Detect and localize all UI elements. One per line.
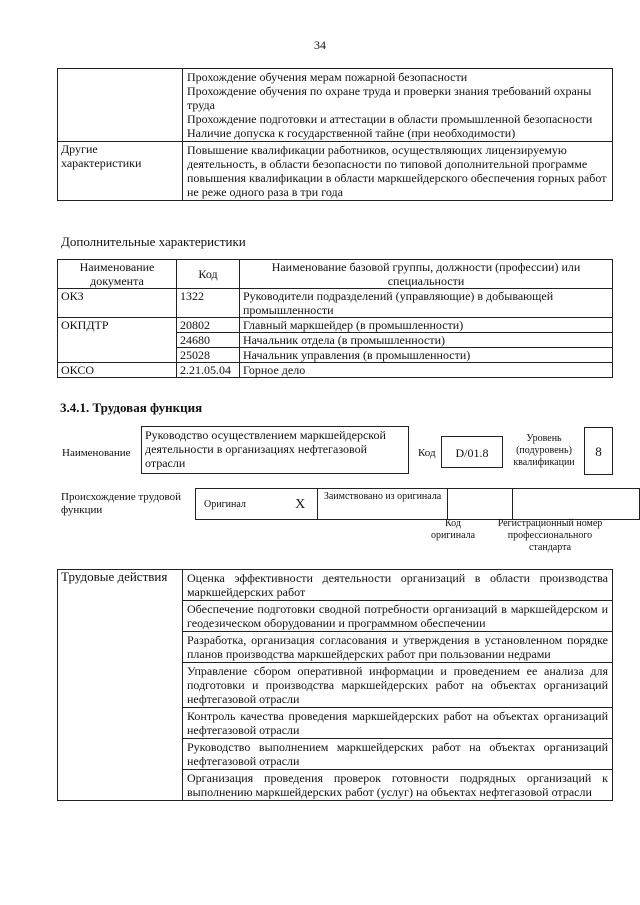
original-cell: Оригинал [196,489,284,520]
table-row [58,363,613,378]
function-name-label: Наименование [62,447,131,459]
registration-number-cell [512,489,639,520]
table-row [58,570,613,601]
code-cell: 25028 [177,348,240,363]
name-cell: Горное дело [240,363,613,378]
requirement-item: Прохождение подготовки и аттестации в области промышленной безопасности [187,112,593,126]
qualification-level-box: 8 [584,427,613,475]
function-name-box: Руководство осуществлением маркшейдерской деятельности в организациях нефтегазовой отрасли [141,426,409,474]
column-header-document: Наименование документа [58,260,177,289]
original-mark: X [284,489,318,520]
qualification-level-label: Уровень (подуровень) квалификации [513,433,575,468]
name-cell: Начальник отдела (в промышленности) [240,333,613,348]
name-cell: Руководители подразделений (управляющие) в добывающей промышленности [240,289,613,318]
page-number: 34 [314,38,326,52]
requirement-item: Прохождение обучения мерам пожарной безопасности [187,70,468,84]
original-code-cell [448,489,513,520]
name-cell: Начальник управления (в промышленности) [240,348,613,363]
labor-action-item: Разработка, организация согласования и утверждения в установленном порядке планов производства маркшейдерских работ при пользовании недрами [183,632,613,663]
requirements-label-cell [58,69,183,142]
labor-action-item: Обеспечение подготовки сводной потребности организаций в маркшейдерском и геодезическом оборудовании и программном обеспечении [183,601,613,632]
doc-cell: ОКПДТР [58,318,177,363]
labor-actions-table [57,569,613,801]
requirements-items-cell [183,69,613,142]
additional-characteristics-table [57,259,613,378]
registration-number-caption: Регистрационный номер профессионального стандарта [497,518,603,553]
code-cell: 24680 [177,333,240,348]
column-header-code: Код [177,260,240,289]
other-characteristics-text: Повышение квалификации работников, осуществляющих лицензируемую деятельность, в области безопасности по типовой дополнительной программе повышения квалификации в области маркшейдерского обеспечения горных работ не реже одного раза в три года [183,142,613,201]
code-cell: 1322 [177,289,240,318]
requirement-item: Прохождение обучения по охране труда и проверки знания требований охраны труда [187,84,592,112]
table-row [58,318,613,333]
function-code-box: D/01.8 [441,436,503,468]
doc-cell: ОКЗ [58,289,177,318]
origin-label: Происхождение трудовой функции [61,491,182,516]
doc-cell: ОКСО [58,363,177,378]
table-row [58,289,613,318]
requirement-item: Наличие допуска к государственной тайне (при необходимости) [187,126,516,140]
labor-actions-label: Трудовые действия [58,570,183,801]
other-characteristics-label: Другие характеристики [58,142,183,201]
labor-action-item: Организация проведения проверок готовности подрядных организаций к выполнению маркшейдерских работ (услуг) на объектах нефтегазовой отрасли [183,770,613,801]
original-code-caption: Код оригинала [430,518,476,541]
borrowed-cell: Заимствовано из оригинала [317,489,447,520]
labor-action-item: Руководство выполнением маркшейдерских работ на объектах организаций нефтегазовой отрасли [183,739,613,770]
origin-table [195,488,640,520]
section-heading: 3.4.1. Трудовая функция [60,400,203,415]
additional-characteristics-title: Дополнительные характеристики [61,234,246,249]
labor-action-item: Оценка эффективности деятельности организаций в области производства маркшейдерских работ [183,570,613,601]
labor-action-item: Управление сбором оперативной информации и проведением ее анализа для подготовки и производства маркшейдерских работ на объектах организаций нефтегазовой отрасли [183,663,613,708]
function-code-label: Код [418,447,436,459]
requirements-table [57,68,613,201]
code-cell: 2.21.05.04 [177,363,240,378]
name-cell: Главный маркшейдер (в промышленности) [240,318,613,333]
code-cell: 20802 [177,318,240,333]
column-header-name: Наименование базовой группы, должности (профессии) или специальности [240,260,613,289]
labor-action-item: Контроль качества проведения маркшейдерских работ на объектах организаций нефтегазовой отрасли [183,708,613,739]
